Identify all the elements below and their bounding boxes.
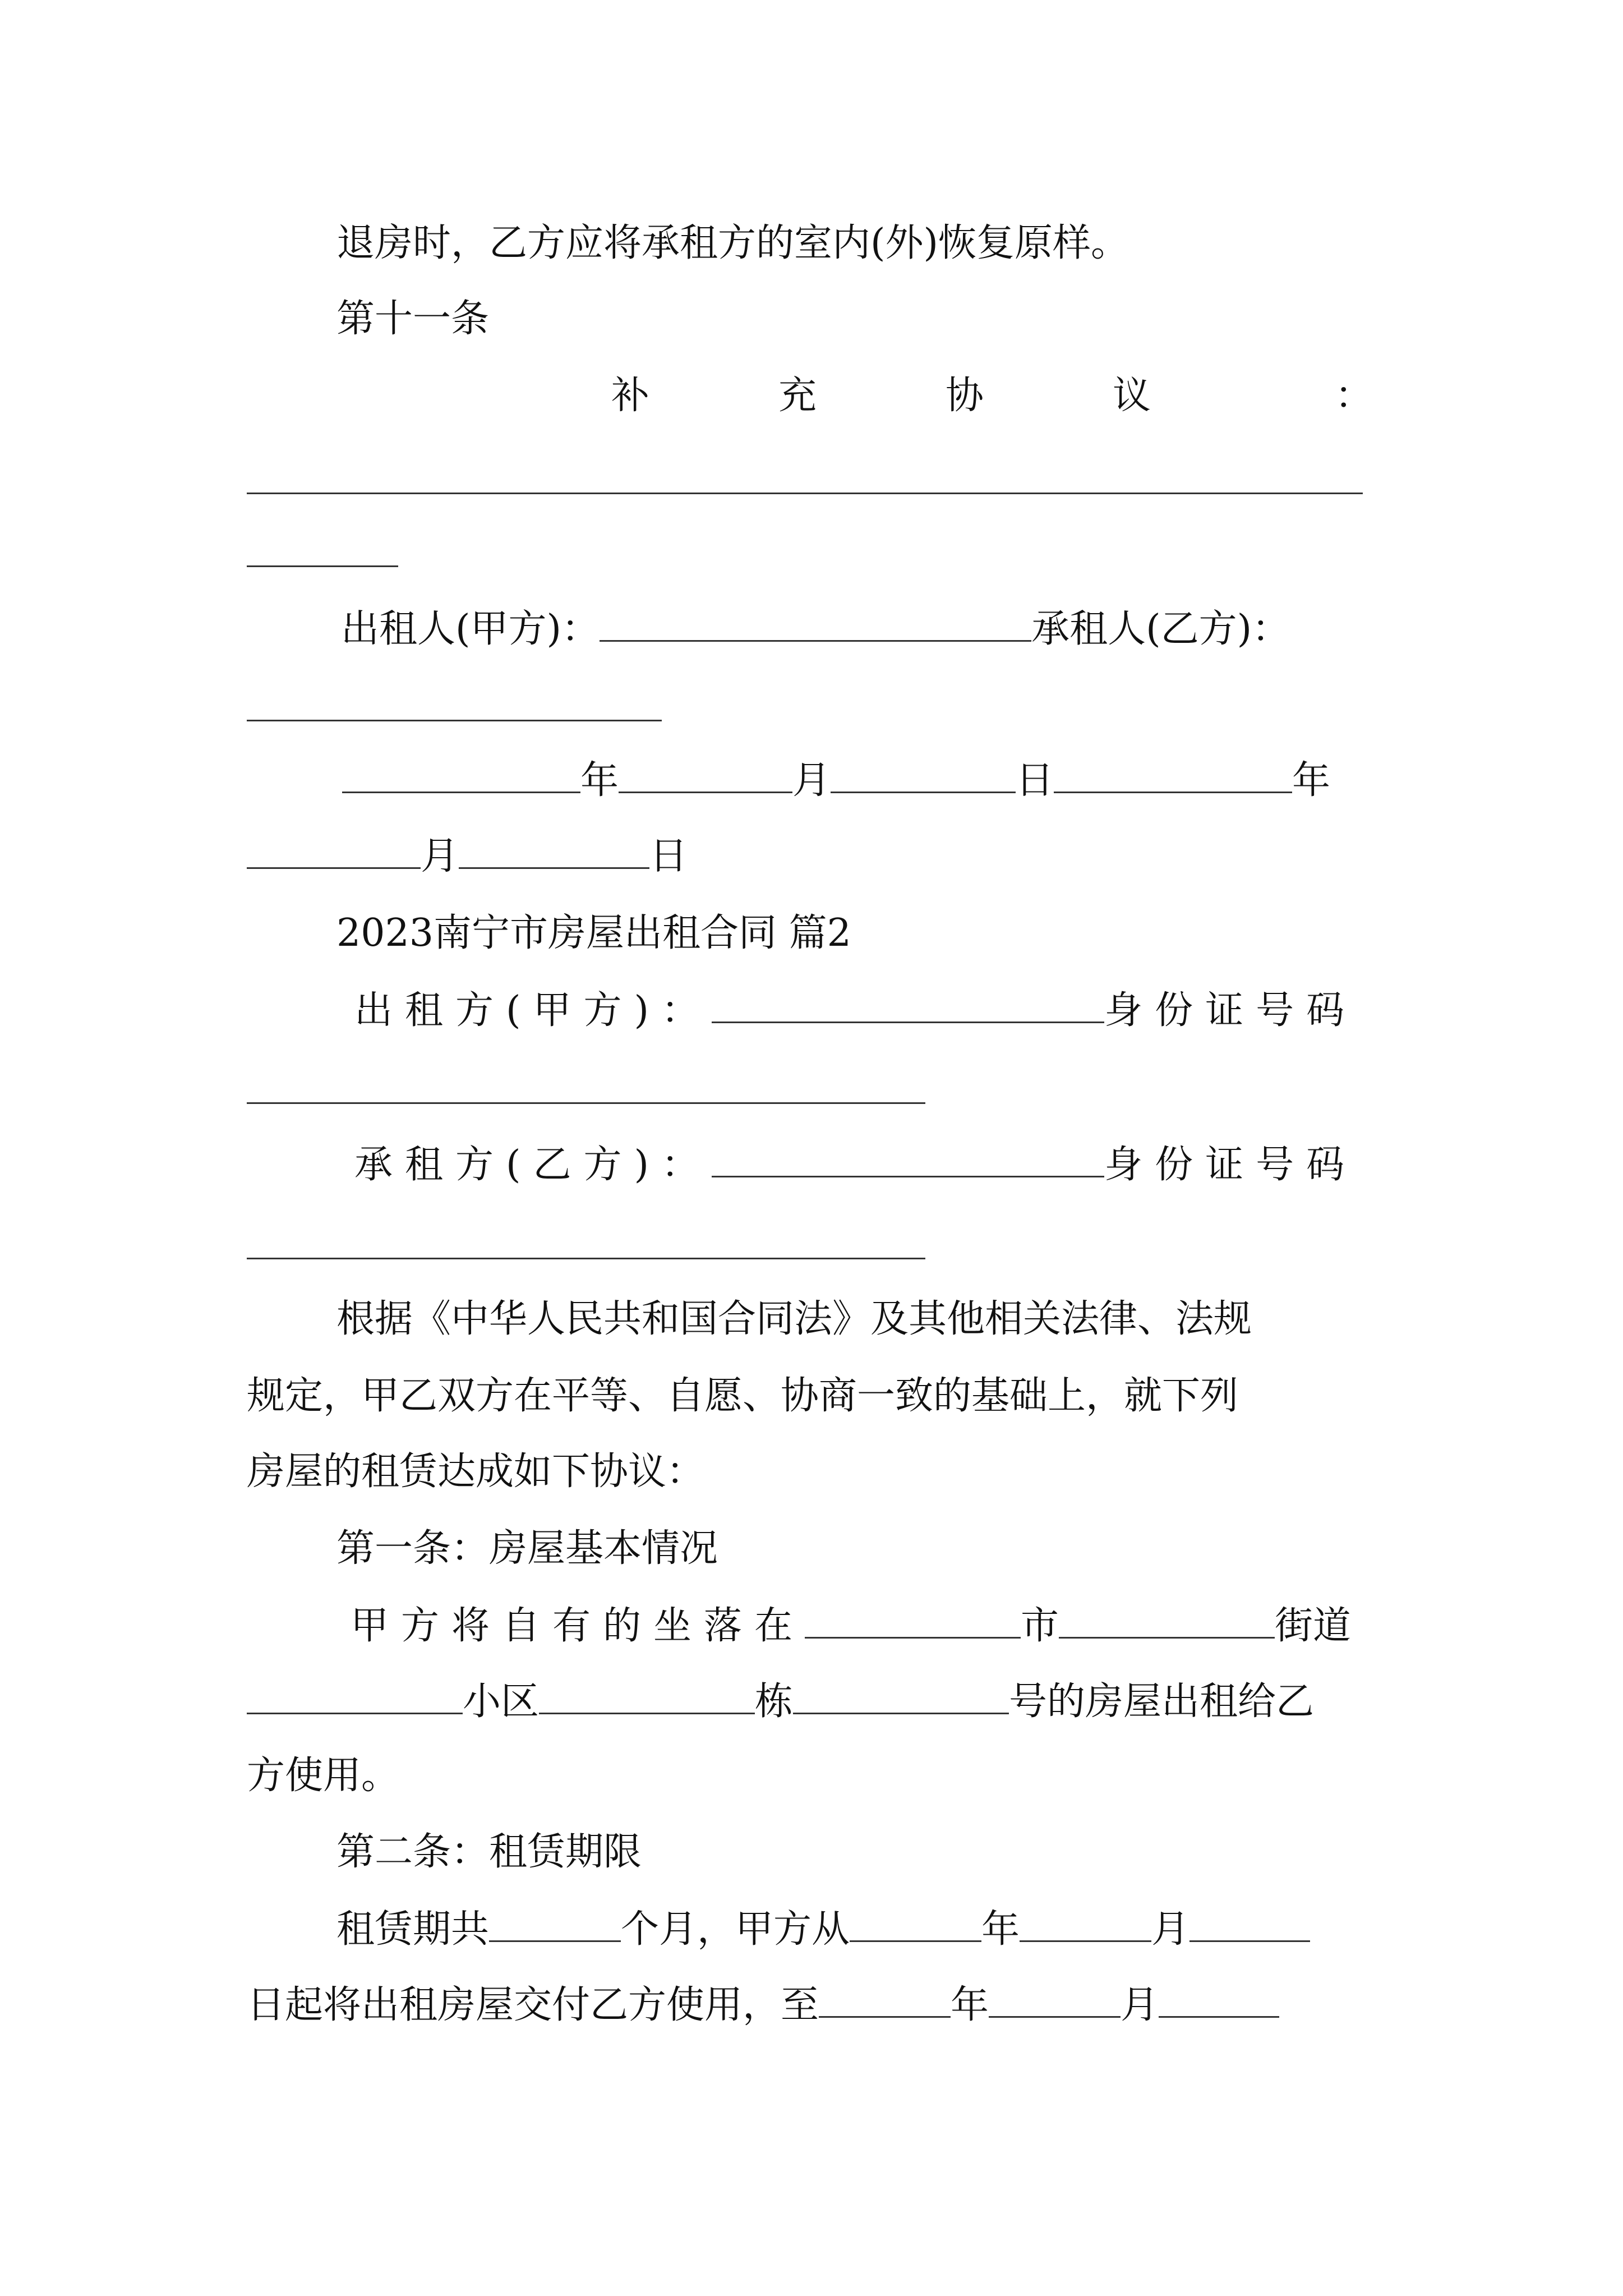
location-label: 甲方将自有的坐落在 <box>351 1604 805 1648</box>
paragraph-line: 规定，甲乙双方在平等、自愿、协商一致的基础上，就下列 <box>247 1374 1239 1418</box>
blank-line <box>247 565 398 567</box>
id-label: 身份证号码 <box>1104 1143 1357 1187</box>
year-blank <box>342 760 580 793</box>
article-text <box>351 1604 1352 1648</box>
year-label: 年 <box>580 758 619 803</box>
colon: ： <box>1335 374 1373 418</box>
party-a-label: 出租方(甲方)： <box>354 988 712 1033</box>
community-label: 小区 <box>463 1680 540 1724</box>
lessor-blank <box>600 609 1031 642</box>
lessee-label: 承租人(乙方)： <box>1031 607 1290 651</box>
lessor-label: 出租人(甲方)： <box>341 607 600 651</box>
months-blank <box>489 1909 621 1942</box>
term-label: 日起将出租房屋交付乙方使用，至 <box>247 1983 819 2027</box>
day-blank <box>1159 1985 1279 2018</box>
year-label: 年 <box>951 1983 989 2027</box>
street-label: 街道 <box>1275 1604 1352 1648</box>
lessor-signature-row <box>341 607 1290 651</box>
article-text-tail: 号的房屋出租给乙 <box>1009 1680 1315 1724</box>
month-blank <box>989 1985 1121 2018</box>
party-a-row <box>354 988 1357 1033</box>
article-heading: 第二条：租赁期限 <box>336 1830 642 1874</box>
city-label: 市 <box>1021 1604 1059 1648</box>
month-label: 月 <box>421 834 459 878</box>
day-label: 日 <box>649 834 688 878</box>
day-blank <box>459 836 649 869</box>
article-text <box>247 1983 1279 2027</box>
month-label: 月 <box>1121 1983 1159 2027</box>
month-blank <box>247 836 421 869</box>
article-text <box>336 1907 1310 1952</box>
contract-title: 2023南宁市房屋出租合同 篇2 <box>336 911 851 955</box>
day-blank <box>831 760 1016 793</box>
date-row <box>247 836 688 876</box>
month-label: 月 <box>792 758 831 803</box>
street-blank <box>1059 1605 1275 1639</box>
party-b-label: 承租方(乙方)： <box>354 1143 712 1187</box>
party-b-row <box>354 1143 1357 1187</box>
article-heading: 第十一条 <box>336 297 490 341</box>
term-label: 个月，甲方从 <box>621 1907 850 1952</box>
year-label: 年 <box>981 1907 1020 1952</box>
year-label: 年 <box>1292 758 1331 803</box>
building-blank <box>539 1681 755 1714</box>
blank-line <box>247 1102 925 1104</box>
month-label: 月 <box>1151 1907 1190 1952</box>
party-a-blank <box>712 990 1104 1023</box>
city-blank <box>805 1605 1021 1639</box>
paragraph-line: 根据《中华人民共和国合同法》及其他相关法律、法规 <box>336 1297 1252 1341</box>
day-label: 日 <box>1016 758 1054 803</box>
year-blank <box>850 1909 981 1942</box>
blank-line <box>247 720 662 721</box>
article-text <box>247 1680 1315 1724</box>
community-blank <box>247 1681 463 1714</box>
party-b-blank <box>712 1144 1104 1177</box>
supplementary-label: 补充协议 <box>611 374 1280 418</box>
article-text: 方使用。 <box>247 1754 400 1798</box>
term-label: 租赁期共 <box>336 1907 490 1952</box>
blank-line <box>247 1258 925 1259</box>
month-blank <box>619 760 792 793</box>
year-blank <box>1054 760 1292 793</box>
blank-line <box>247 493 1363 494</box>
day-blank <box>1189 1909 1310 1942</box>
date-row <box>342 758 1331 803</box>
month-blank <box>1020 1909 1151 1942</box>
building-label: 栋 <box>755 1680 794 1724</box>
number-blank <box>793 1681 1009 1714</box>
year-blank <box>819 1985 951 2018</box>
text-line: 退房时，乙方应将承租方的室内(外)恢复原样。 <box>336 221 1129 265</box>
article-heading: 第一条：房屋基本情况 <box>336 1526 718 1571</box>
paragraph-line: 房屋的租赁达成如下协议： <box>247 1450 705 1494</box>
id-label: 身份证号码 <box>1104 988 1357 1033</box>
